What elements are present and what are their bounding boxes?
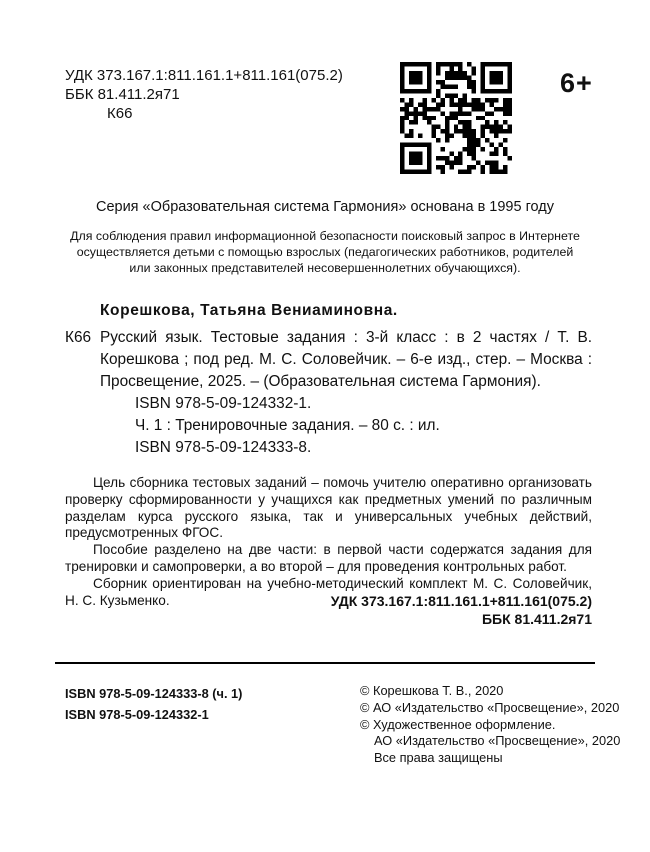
annotation-paragraph-1: Цель сборника тестовых заданий – помочь учителю оперативно организовать проверку сформированности у учащихся как предметных умений по различным разделам курса русского языка, так и универсальных учебных действий, предусмотренных ФГОС.	[65, 475, 592, 541]
footer-isbn-part: ISBN 978-5-09-124333-8 (ч. 1)	[65, 686, 243, 701]
copyright-line-1: © Корешкова Т. В., 2020	[360, 683, 504, 698]
safety-notice: Для соблюдения правил информационной безопасности поисковый запрос в Интернете осуществляется детьми с помощью взрослых (педагогических работников, родителей или законных представителей несовершеннолетних обучающихся).	[70, 229, 580, 275]
udk-bottom-line: УДК 373.167.1:811.161.1+811.161(075.2)	[330, 593, 592, 609]
copyright-line-5: Все права защищены	[374, 750, 503, 766]
bottom-classification-block	[65, 592, 592, 628]
part-line: Ч. 1 : Тренировочные задания. – 80 с. : ил.	[135, 417, 440, 434]
age-rating-badge: 6+	[560, 68, 593, 98]
copyright-line-3: © Художественное оформление.	[360, 716, 556, 732]
copyright-line-4: АО «Издательство «Просвещение», 2020	[374, 733, 621, 749]
copyright-line-2: © АО «Издательство «Просвещение», 2020	[360, 699, 620, 715]
annotation-paragraph-3: Сборник ориентирован на учебно-методический комплект М. С. Соловейчик, Н. С. Кузьменко.	[65, 575, 592, 608]
qr-code	[400, 62, 512, 174]
footer-divider	[55, 662, 595, 664]
annotation-paragraph-2: Пособие разделено на две части: в первой части содержатся задания для тренировки и самопроверки, а во второй – для проведения контрольных работ.	[65, 542, 592, 574]
top-classification-block	[65, 66, 343, 123]
bbk-bottom-line: ББК 81.411.2я71	[481, 611, 592, 627]
footer-copyright-block	[360, 683, 620, 767]
author-sign-code: К66	[107, 105, 133, 122]
entry-code: К66	[65, 329, 92, 346]
annotation-block	[65, 475, 592, 609]
bibliographic-entry	[65, 327, 592, 459]
footer-isbn-block	[65, 683, 242, 725]
author-heading: Корешкова, Татьяна Вениаминовна.	[100, 302, 398, 319]
bibliographic-text: Русский язык. Тестовые задания : 3-й класс : в 2 частях / Т. В. Корешкова ; под ред. М. С. Соловейчик. – 6-е изд., стер. – Москва : Просвещение, 2025. – (Образовательная система Гармония).	[100, 329, 592, 390]
isbn-part-line: ISBN 978-5-09-124333-8.	[135, 439, 312, 456]
udk-top-line: УДК 373.167.1:811.161.1+811.161(075.2)	[65, 67, 343, 84]
bibliographic-description	[65, 327, 592, 393]
series-line: Серия «Образовательная система Гармония» основана в 1995 году	[95, 199, 555, 215]
bbk-top-line: ББК 81.411.2я71	[65, 86, 180, 103]
footer-isbn-main: ISBN 978-5-09-124332-1	[65, 707, 209, 722]
isbn-main-line: ISBN 978-5-09-124332-1.	[135, 395, 312, 412]
